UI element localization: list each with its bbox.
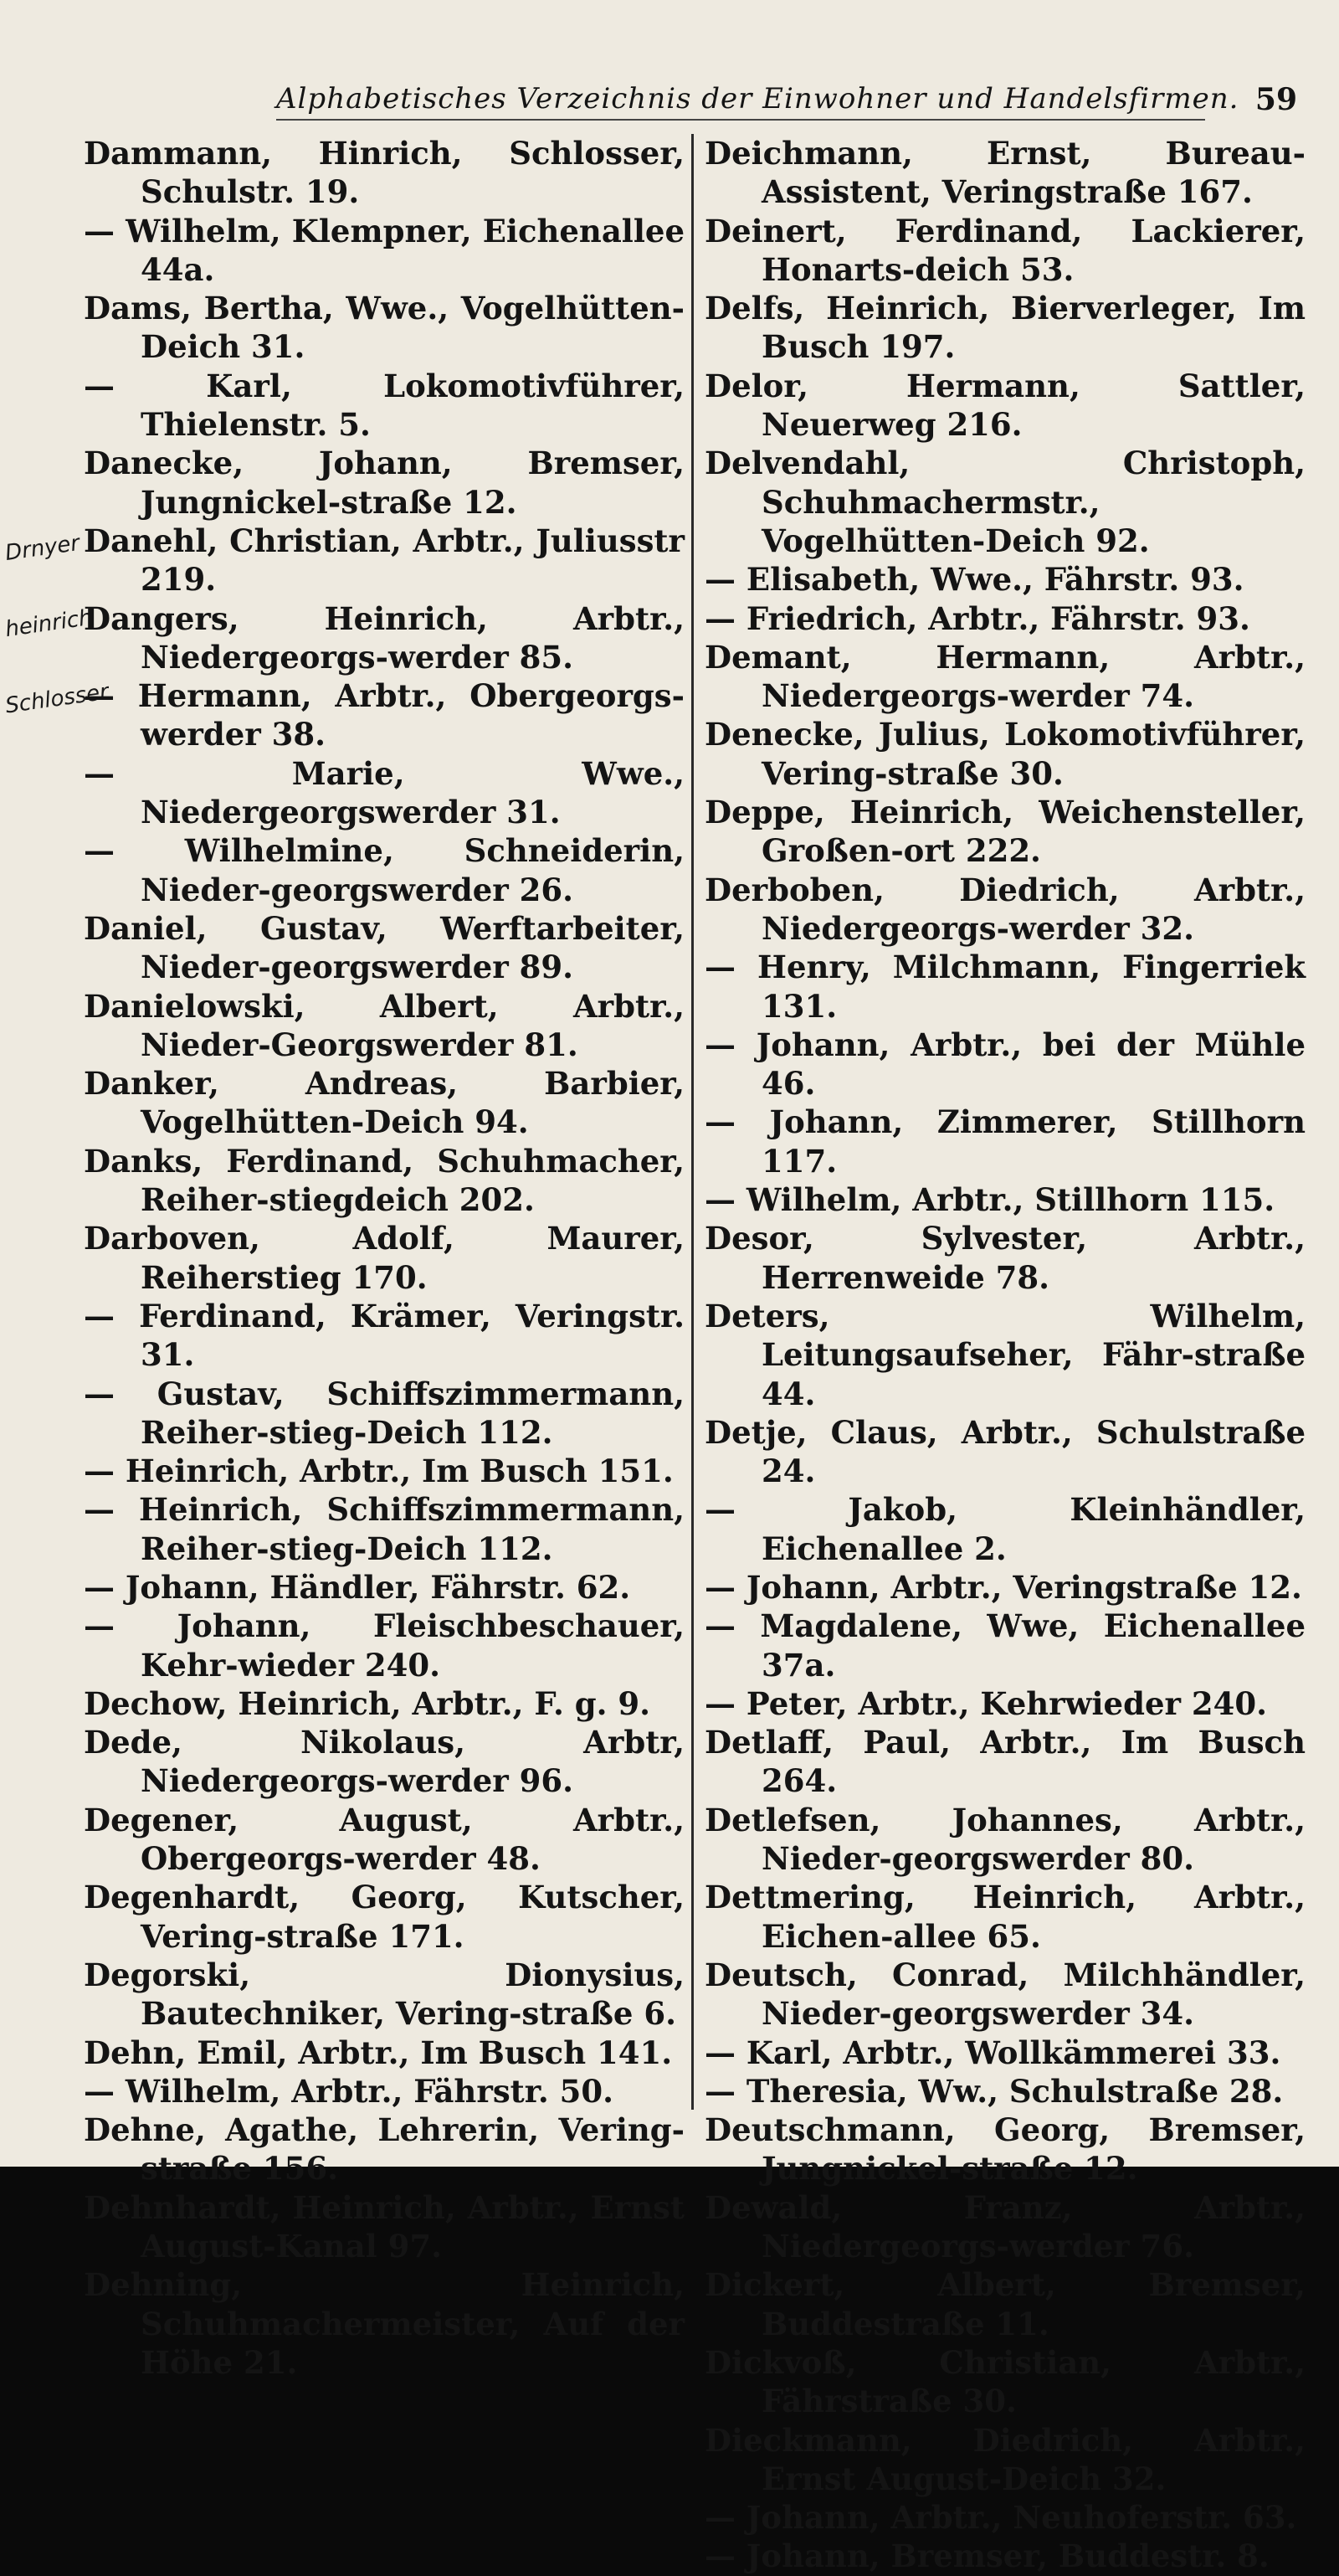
directory-entry: — Karl, Arbtr., Wollkämmerei 33. bbox=[705, 2034, 1281, 2071]
directory-entry: Danker, Andreas, Barbier, Vogelhütten-Deich 94. bbox=[84, 1065, 685, 1141]
directory-entry: Detje, Claus, Arbtr., Schulstraße 24. bbox=[705, 1413, 1306, 1490]
directory-entry: — Johann, Händler, Fährstr. 62. bbox=[84, 1568, 631, 1606]
margin-note: heinrich bbox=[3, 604, 95, 643]
directory-entry: Delvendahl, Christoph, Schuhmachermstr., Vogelhütten-Deich 92. bbox=[705, 445, 1306, 559]
margin-note: Schlosser bbox=[3, 679, 110, 719]
directory-entry: — Wilhelm, Klempner, Eichenallee 44a. bbox=[84, 212, 685, 288]
directory-entry: — Wilhelm, Arbtr., Stillhorn 115. bbox=[705, 1181, 1275, 1219]
directory-entry: — Magdalene, Wwe, Eichenallee 37a. bbox=[705, 1607, 1306, 1684]
directory-entry: — Jakob, Kleinhändler, Eichenallee 2. bbox=[705, 1491, 1306, 1567]
directory-entry: Danehl, Christian, Arbtr., Juliusstr 219. bbox=[84, 522, 685, 599]
directory-entry: — Johann, Bremser, Buddestr. 8. bbox=[705, 2537, 1270, 2575]
directory-entry: Dehnhardt, Heinrich, Arbtr., Ernst August-Kanal 97. bbox=[84, 2188, 685, 2265]
directory-entry: Dickvoß, Christian, Arbtr., Fährstraße 30. bbox=[705, 2343, 1306, 2420]
directory-entry: — Ferdinand, Krämer, Veringstr. 31. bbox=[84, 1297, 685, 1374]
directory-entry: Detlefsen, Johannes, Arbtr., Nieder-georgswerder 80. bbox=[705, 1801, 1306, 1878]
directory-entry: Deichmann, Ernst, Bureau-Assistent, Veringstraße 167. bbox=[705, 135, 1306, 211]
directory-entry: Degorski, Dionysius, Bautechniker, Vering-straße 6. bbox=[84, 1956, 685, 2033]
directory-entry: Danielowski, Albert, Arbtr., Nieder-Georgswerder 81. bbox=[84, 987, 685, 1063]
directory-entry: Dettmering, Heinrich, Arbtr., Eichen-allee 65. bbox=[705, 1879, 1306, 1955]
directory-entry: Deutschmann, Georg, Bremser, Jungnickel-straße 12. bbox=[705, 2111, 1306, 2188]
directory-entry: — Wilhelmine, Schneiderin, Nieder-georgswerder 26. bbox=[84, 832, 685, 908]
page-header bbox=[84, 82, 1306, 126]
directory-entry: Degenhardt, Georg, Kutscher, Vering-straße 171. bbox=[84, 1879, 685, 1955]
directory-entry: Darboven, Adolf, Maurer, Reiherstieg 170. bbox=[84, 1220, 685, 1296]
right-column bbox=[705, 134, 1306, 2575]
directory-entry: Detlaff, Paul, Arbtr., Im Busch 264. bbox=[705, 1724, 1306, 1800]
directory-entry: — Johann, Arbtr., Neuhoferstr. 63. bbox=[705, 2499, 1297, 2537]
directory-entry: Dechow, Heinrich, Arbtr., F. g. 9. bbox=[84, 1684, 651, 1722]
left-column bbox=[84, 134, 685, 2381]
directory-entry: Dieckmann, Diedrich, Arbtr., Ernst August-Deich 32. bbox=[705, 2421, 1306, 2497]
directory-entry: Danks, Ferdinand, Schuhmacher, Reiher-stiegdeich 202. bbox=[84, 1142, 685, 1219]
directory-entry: Dammann, Hinrich, Schlosser, Schulstr. 19. bbox=[84, 135, 685, 211]
directory-entry: Deppe, Heinrich, Weichensteller, Großen-ort 222. bbox=[705, 794, 1306, 870]
page-number: 59 bbox=[1254, 82, 1297, 117]
directory-entry: Delor, Hermann, Sattler, Neuerweg 216. bbox=[705, 367, 1306, 444]
directory-entry: Dehn, Emil, Arbtr., Im Busch 141. bbox=[84, 2034, 673, 2071]
directory-entry: — Johann, Fleischbeschauer, Kehr-wieder 240. bbox=[84, 1607, 685, 1684]
handwritten-margin-notes bbox=[0, 530, 110, 753]
directory-entry: Demant, Hermann, Arbtr., Niedergeorgs-werder 74. bbox=[705, 638, 1306, 715]
directory-entry: Desor, Sylvester, Arbtr., Herrenweide 78. bbox=[705, 1220, 1306, 1296]
directory-entry: — Wilhelm, Arbtr., Fährstr. 50. bbox=[84, 2072, 613, 2110]
directory-entry: — Johann, Arbtr., Veringstraße 12. bbox=[705, 1568, 1302, 1606]
directory-entry: Dehne, Agathe, Lehrerin, Vering-straße 156. bbox=[84, 2111, 685, 2188]
directory-entry: Dangers, Heinrich, Arbtr., Niedergeorgs-werder 85. bbox=[84, 599, 685, 676]
directory-entry: — Karl, Lokomotivführer, Thielenstr. 5. bbox=[84, 367, 685, 444]
directory-entry: — Heinrich, Schiffszimmermann, Reiher-stieg-Deich 112. bbox=[84, 1491, 685, 1567]
directory-entry: Denecke, Julius, Lokomotivführer, Vering-straße 30. bbox=[705, 716, 1306, 792]
directory-entry: — Johann, Arbtr., bei der Mühle 46. bbox=[705, 1026, 1306, 1103]
directory-entry: — Hermann, Arbtr., Obergeorgs-werder 38. bbox=[84, 677, 685, 753]
margin-note: Drnyer bbox=[3, 530, 81, 567]
directory-entry: — Henry, Milchmann, Fingerriek 131. bbox=[705, 949, 1306, 1025]
directory-entry: — Marie, Wwe., Niedergeorgswerder 31. bbox=[84, 754, 685, 831]
directory-entry: — Peter, Arbtr., Kehrwieder 240. bbox=[705, 1684, 1267, 1722]
directory-entry: Dede, Nikolaus, Arbtr, Niedergeorgs-werder 96. bbox=[84, 1724, 685, 1800]
directory-entry: Delfs, Heinrich, Bierverleger, Im Busch 197. bbox=[705, 290, 1306, 366]
directory-entry: Deters, Wilhelm, Leitungsaufseher, Fähr-straße 44. bbox=[705, 1297, 1306, 1412]
directory-entry: Deutsch, Conrad, Milchhändler, Nieder-georgswerder 34. bbox=[705, 1956, 1306, 2033]
page-title: Alphabetisches Verzeichnis der Einwohner und Handelsfirmen. bbox=[276, 82, 1239, 116]
directory-entry: Dickert, Albert, Bremser, Buddestraße 11. bbox=[705, 2266, 1306, 2342]
directory-entry: — Gustav, Schiffszimmermann, Reiher-stieg-Deich 112. bbox=[84, 1375, 685, 1451]
directory-entry: Derboben, Diedrich, Arbtr., Niedergeorgs-werder 32. bbox=[705, 871, 1306, 947]
directory-entry: Dams, Bertha, Wwe., Vogelhütten-Deich 31. bbox=[84, 290, 685, 366]
directory-entry: Deinert, Ferdinand, Lackierer, Honarts-deich 53. bbox=[705, 212, 1306, 288]
header-rule bbox=[276, 119, 1205, 121]
directory-entry: Degener, August, Arbtr., Obergeorgs-werder 48. bbox=[84, 1801, 685, 1878]
directory-entry: Dewald, Franz, Arbtr., Niedergeorgs-werder 76. bbox=[705, 2188, 1306, 2265]
directory-entry: — Theresia, Ww., Schulstraße 28. bbox=[705, 2072, 1284, 2110]
directory-entry: — Elisabeth, Wwe., Fährstr. 93. bbox=[705, 561, 1244, 599]
directory-entry: — Heinrich, Arbtr., Im Busch 151. bbox=[84, 1453, 674, 1490]
directory-entry: Dehning, Heinrich, Schuhmachermeister, Auf der Höhe 21. bbox=[84, 2266, 685, 2381]
directory-entry: Daniel, Gustav, Werftarbeiter, Nieder-georgswerder 89. bbox=[84, 909, 685, 986]
column-divider bbox=[691, 134, 694, 2110]
directory-entry: — Johann, Zimmerer, Stillhorn 117. bbox=[705, 1103, 1306, 1180]
directory-entry: — Friedrich, Arbtr., Fährstr. 93. bbox=[705, 599, 1250, 637]
directory-entry: Danecke, Johann, Bremser, Jungnickel-straße 12. bbox=[84, 445, 685, 521]
